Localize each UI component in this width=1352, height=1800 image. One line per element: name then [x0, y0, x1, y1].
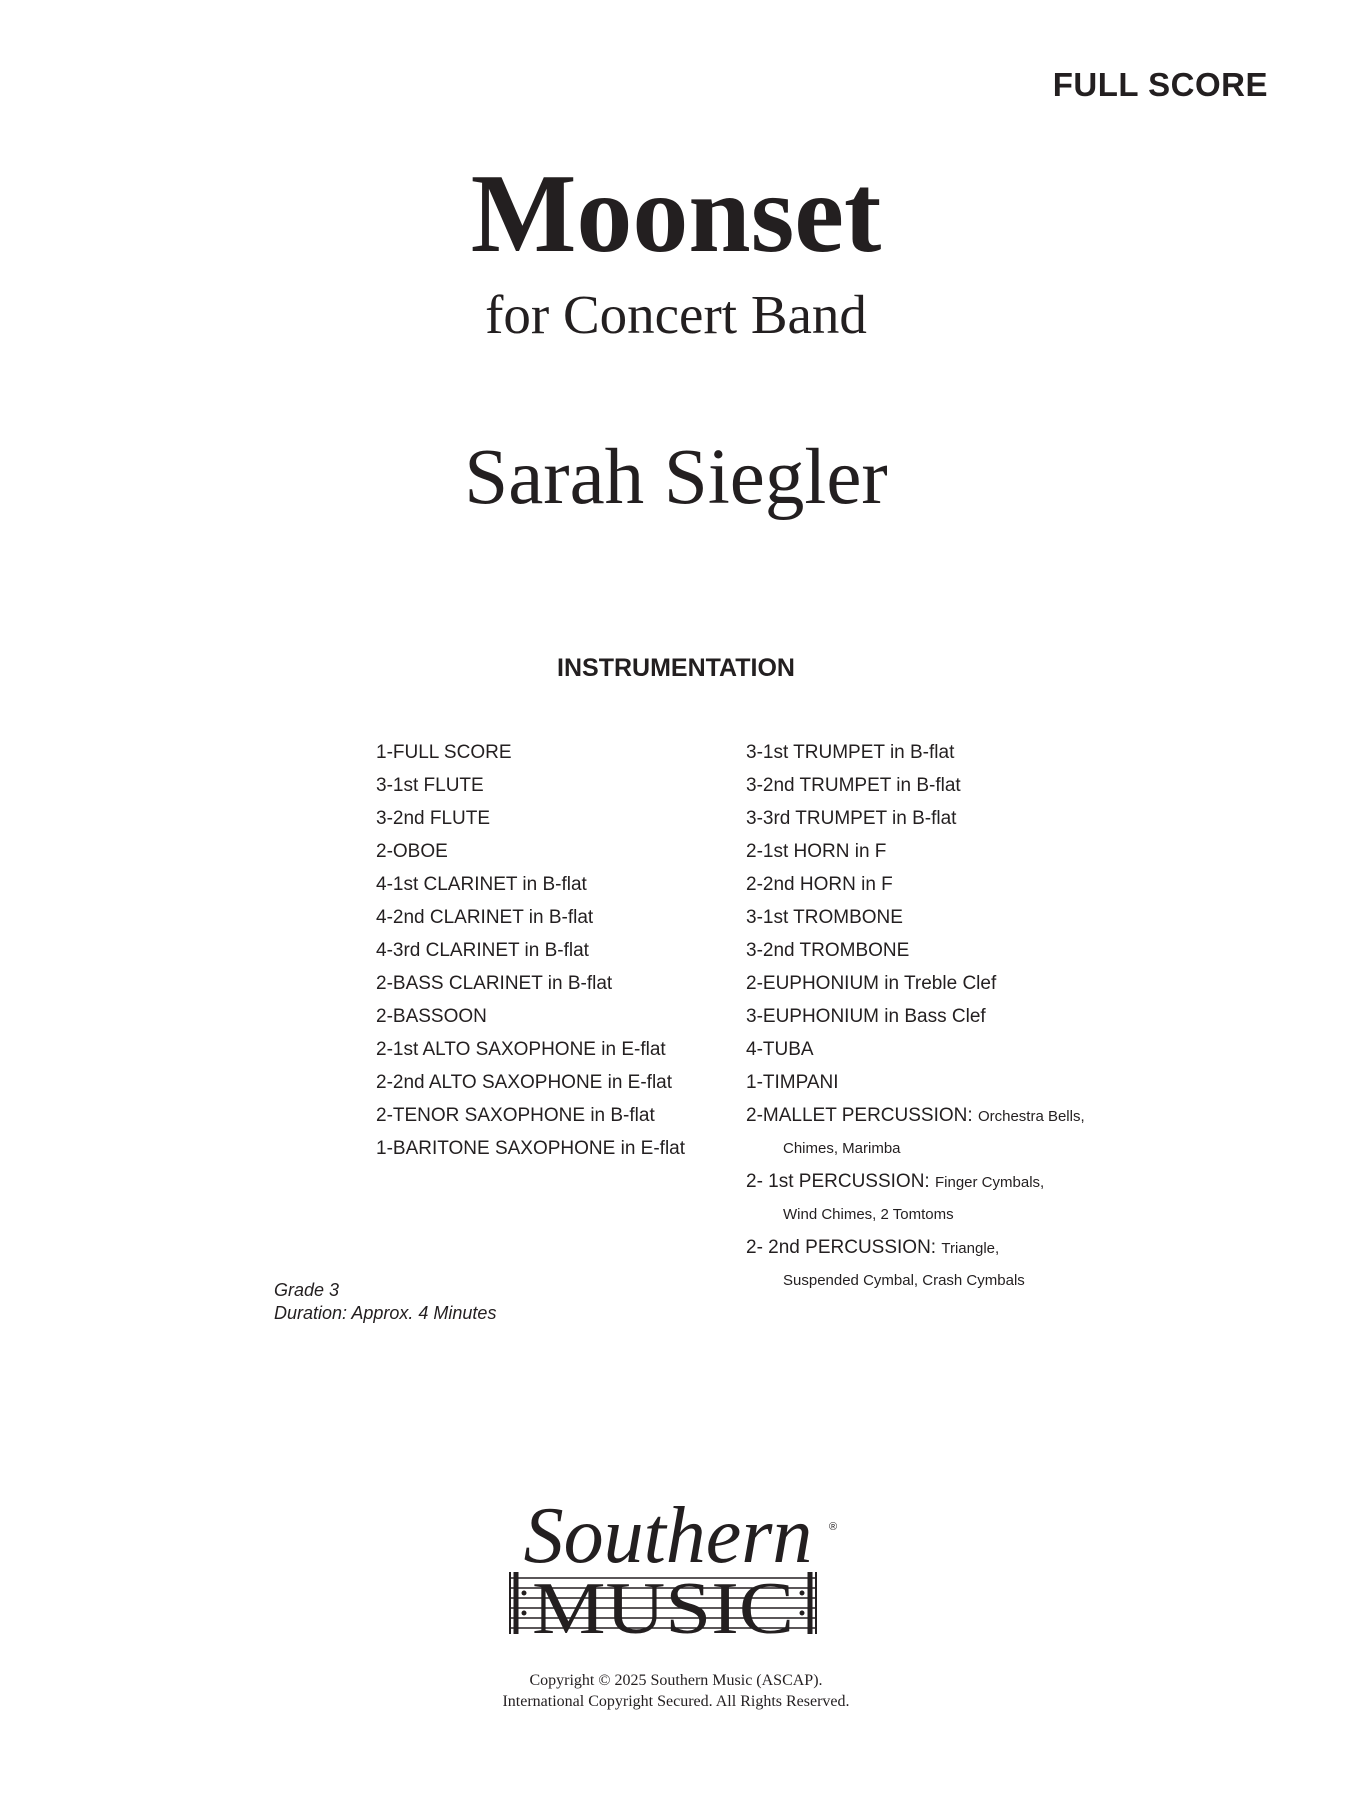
percussion-detail: Triangle,: [941, 1240, 1000, 1257]
southern-music-logo: [498, 1490, 844, 1660]
instrument-item: 2-BASSOON: [376, 1006, 487, 1027]
full-score-label: FULL SCORE: [1052, 66, 1268, 103]
percussion-detail: Orchestra Bells,: [977, 1108, 1085, 1125]
percussion-name: 2- 1st PERCUSSION:: [746, 1171, 930, 1192]
instrument-item: 3-EUPHONIUM in Bass Clef: [746, 1006, 986, 1027]
instrument-item: 2-BASS CLARINET in B-flat: [376, 973, 613, 994]
instrument-item: 4-TUBA: [746, 1039, 814, 1060]
instrumentation-left-column: [376, 736, 736, 1165]
score-subtitle: for Concert Band: [485, 284, 867, 345]
instrument-item: 3-1st FLUTE: [376, 775, 484, 796]
instrument-item: 3-2nd TRUMPET in B-flat: [746, 775, 961, 796]
instrument-item: 3-1st TROMBONE: [746, 907, 903, 928]
percussion-item-second: [746, 1231, 1166, 1264]
composer-name: Sarah Siegler: [464, 434, 888, 521]
percussion-name: 2- 2nd PERCUSSION:: [746, 1237, 937, 1258]
percussion-name: 2-MALLET PERCUSSION:: [746, 1105, 973, 1126]
instrument-item: 2-1st ALTO SAXOPHONE in E-flat: [376, 1039, 666, 1060]
percussion-detail: Finger Cymbals,: [935, 1174, 1045, 1191]
percussion-continuation: Chimes, Marimba: [783, 1140, 901, 1157]
instrument-item: 2-TENOR SAXOPHONE in B-flat: [376, 1105, 655, 1126]
instrument-item: 3-2nd FLUTE: [376, 808, 491, 829]
percussion-item-mallet: [746, 1099, 1166, 1132]
grade-duration-block: [274, 1279, 496, 1325]
logo-block-text: MUSIC: [532, 1568, 794, 1650]
instrument-item: 2-2nd ALTO SAXOPHONE in E-flat: [376, 1072, 673, 1093]
instrument-item: 3-2nd TROMBONE: [746, 940, 910, 961]
percussion-continuation: Wind Chimes, 2 Tomtoms: [783, 1206, 954, 1223]
copyright-notice: [0, 1670, 1352, 1712]
percussion-item-first: [746, 1165, 1166, 1198]
instrument-item: 3-3rd TRUMPET in B-flat: [746, 808, 957, 829]
percussion-continuation: Suspended Cymbal, Crash Cymbals: [783, 1272, 1025, 1289]
instrument-item: 1-BARITONE SAXOPHONE in E-flat: [376, 1138, 686, 1159]
instrument-item: 4-3rd CLARINET in B-flat: [376, 940, 589, 961]
instrument-item: 2-2nd HORN in F: [746, 874, 893, 895]
instrument-item: 4-2nd CLARINET in B-flat: [376, 907, 594, 928]
logo-script-text: Southern: [523, 1492, 813, 1580]
instrument-item: 2-OBOE: [376, 841, 448, 862]
instrumentation-right-column: [746, 736, 1166, 1297]
logo-registered-mark: ®: [829, 1521, 838, 1533]
instrument-item: 2-1st HORN in F: [746, 841, 887, 862]
copyright-line: Copyright © 2025 Southern Music (ASCAP).: [529, 1672, 823, 1689]
instrument-item: 4-1st CLARINET in B-flat: [376, 874, 587, 895]
copyright-line: International Copyright Secured. All Rights Reserved.: [502, 1693, 850, 1710]
instrument-item: 1-FULL SCORE: [376, 742, 512, 763]
score-title: Moonset: [470, 152, 882, 276]
instrumentation-heading: INSTRUMENTATION: [557, 654, 795, 682]
instrument-item: 3-1st TRUMPET in B-flat: [746, 742, 955, 763]
duration-text: Duration: Approx. 4 Minutes: [274, 1303, 497, 1323]
instrument-item: 2-EUPHONIUM in Treble Clef: [746, 973, 997, 994]
instrument-item: 1-TIMPANI: [746, 1072, 839, 1093]
grade-text: Grade 3: [274, 1280, 340, 1300]
